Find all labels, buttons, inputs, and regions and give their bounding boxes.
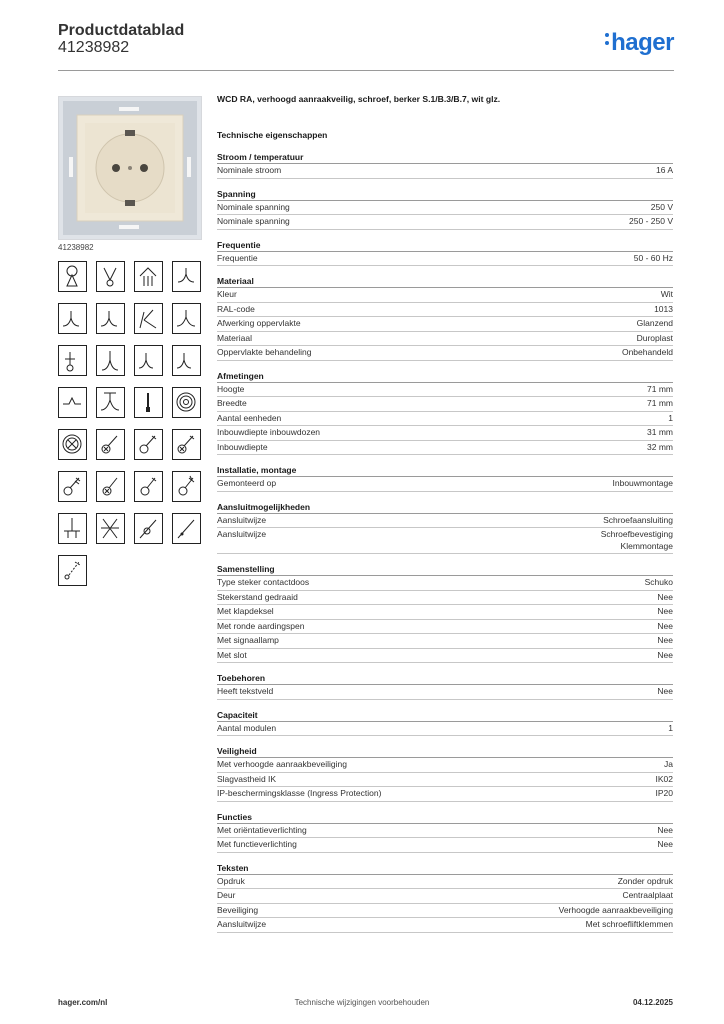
spec-section (217, 745, 673, 802)
symbol-icon-25 (58, 513, 87, 544)
spec-value: Schroefaansluiting (603, 514, 673, 525)
spec-value: 250 - 250 V (629, 216, 673, 226)
section-title: Frequentie (217, 239, 673, 252)
product-number: 41238982 (58, 39, 130, 56)
spec-section (217, 563, 673, 663)
symbol-icon-17 (58, 429, 87, 460)
section-title: Materiaal (217, 275, 673, 288)
specifications (217, 94, 673, 942)
section-title: Spanning (217, 188, 673, 201)
spec-row (217, 634, 673, 649)
spec-label: Stekerstand gedraaid (217, 591, 298, 602)
spec-row (217, 303, 673, 318)
spec-label: Materiaal (217, 332, 252, 343)
spec-row (217, 332, 673, 347)
spec-label: Aantal eenheden (217, 412, 282, 423)
spec-row (217, 605, 673, 620)
spec-label: Frequentie (217, 252, 258, 263)
spec-row (217, 787, 673, 802)
spec-label: Hoogte (217, 383, 245, 394)
symbol-icon-5 (58, 303, 87, 334)
spec-value: 31 mm (647, 427, 673, 437)
spec-section (217, 370, 673, 456)
spec-row (217, 441, 673, 456)
spec-row (217, 426, 673, 441)
symbol-icon-8 (172, 303, 201, 334)
spec-label: Aansluitwijze (217, 514, 267, 525)
spec-value: Wit (660, 289, 673, 299)
spec-label: Gemonteerd op (217, 478, 277, 488)
spec-section (217, 862, 673, 933)
spec-label: Met klapdeksel (217, 606, 274, 616)
footer-website: hager.com/nl (58, 998, 108, 1007)
symbol-icon-7 (134, 303, 163, 334)
symbol-icon-15 (134, 387, 163, 418)
spec-value: 1 (668, 412, 673, 423)
symbol-icon-18 (96, 429, 125, 460)
spec-value: 71 mm (647, 398, 673, 408)
spec-row (217, 397, 673, 412)
spec-row (217, 252, 673, 267)
spec-value: Nee (657, 591, 673, 602)
symbol-icon-28 (172, 513, 201, 544)
spec-row (217, 288, 673, 303)
specs-heading: Technische eigenschappen (217, 130, 328, 140)
symbol-icon-6 (96, 303, 125, 334)
spec-section (217, 672, 673, 700)
symbol-icon-10 (96, 345, 125, 376)
section-title: Installatie, montage (217, 464, 673, 477)
spec-row (217, 875, 673, 890)
spec-label: Aansluitwijze (217, 529, 267, 539)
footer-date: 04.12.2025 (632, 998, 673, 1007)
spec-label: Met oriëntatieverlichting (217, 824, 307, 835)
spec-label: Breedte (217, 398, 247, 408)
spec-label: Met functieverlichting (217, 839, 297, 849)
spec-value: 1 (668, 722, 673, 733)
spec-row (217, 620, 673, 635)
symbol-icon-12 (172, 345, 201, 376)
spec-label: Met slot (217, 649, 247, 660)
spec-row (217, 317, 673, 332)
spec-row (217, 215, 673, 230)
spec-label: Type steker contactdoos (217, 577, 310, 587)
symbol-icon-23 (134, 471, 163, 502)
spec-label: Aansluitwijze (217, 919, 267, 929)
spec-value: IP20 (655, 788, 673, 798)
symbol-icon-3 (134, 261, 163, 292)
symbol-icon-16 (172, 387, 201, 418)
spec-sections (217, 151, 673, 933)
symbol-icon-11 (134, 345, 163, 376)
spec-label: Nominale spanning (217, 201, 290, 212)
spec-label: Inbouwdiepte (217, 441, 268, 452)
spec-label: Inbouwdiepte inbouwdozen (217, 427, 321, 437)
spec-row (217, 649, 673, 664)
spec-section (217, 501, 673, 555)
symbol-icon-27 (134, 513, 163, 544)
spec-value: 1013 (654, 303, 673, 314)
symbol-icon-2 (96, 261, 125, 292)
spec-row (217, 591, 673, 606)
spec-value: Nee (657, 686, 673, 696)
spec-row (217, 758, 673, 773)
spec-value: Ja (664, 759, 673, 769)
spec-value: Onbehandeld (621, 347, 673, 357)
section-title: Stroom / temperatuur (217, 151, 673, 164)
symbol-icon-21 (58, 471, 87, 502)
symbol-icon-29 (58, 555, 87, 586)
spec-label: Beveiliging (217, 904, 259, 915)
spec-value: Verhoogde aanraakbeveiliging (558, 904, 673, 915)
spec-value: Nee (657, 620, 673, 631)
spec-label: Slagvastheid IK (217, 773, 277, 784)
spec-label: Nominale stroom (217, 165, 282, 175)
spec-value: Met schroefliftklemmen (585, 919, 673, 929)
spec-label: Heeft tekstveld (217, 686, 274, 696)
symbol-icon-9 (58, 345, 87, 376)
section-title: Capaciteit (217, 709, 673, 722)
spec-value: Zonder opdruk (617, 875, 673, 886)
spec-row (217, 685, 673, 700)
spec-value: 32 mm (647, 441, 673, 452)
spec-value: Nee (657, 839, 673, 849)
spec-row (217, 514, 673, 529)
spec-label: Met signaallamp (217, 635, 279, 645)
symbol-icon-20 (172, 429, 201, 460)
hager-logo (605, 29, 674, 57)
spec-value: Nee (657, 606, 673, 616)
spec-value: 71 mm (647, 383, 673, 394)
section-title: Teksten (217, 862, 673, 875)
product-image (58, 96, 202, 240)
product-description: WCD RA, verhoogd aanraakveilig, schroef, berker S.1/B.3/B.7, wit glz. (217, 94, 501, 104)
spec-section (217, 239, 673, 267)
spec-row (217, 383, 673, 398)
spec-label: Afwerking oppervlakte (217, 318, 301, 328)
spec-row (217, 824, 673, 839)
symbol-icon-4 (172, 261, 201, 292)
spec-label: RAL-code (217, 303, 255, 314)
spec-row (217, 904, 673, 919)
spec-value: Glanzend (636, 318, 673, 328)
spec-section (217, 464, 673, 492)
spec-value: 250 V (650, 201, 673, 212)
spec-value: Nee (657, 635, 673, 645)
symbol-icon-13 (58, 387, 87, 418)
spec-row (217, 164, 673, 179)
symbol-icon-19 (134, 429, 163, 460)
page-header (58, 22, 674, 71)
section-title: Aansluitmogelijkheden (217, 501, 673, 514)
spec-row (217, 773, 673, 788)
spec-row (217, 838, 673, 853)
symbol-icon-14 (96, 387, 125, 418)
image-caption: 41238982 (58, 243, 94, 252)
spec-value: Nee (657, 649, 673, 660)
spec-section (217, 188, 673, 230)
symbol-icon-1 (58, 261, 87, 292)
section-title: Toebehoren (217, 672, 673, 685)
spec-label: Met verhoogde aanraakbeveiliging (217, 759, 347, 769)
spec-label: Oppervlakte behandeling (217, 347, 312, 357)
spec-value: Centraalplaat (622, 890, 673, 900)
spec-label: Opdruk (217, 875, 245, 886)
spec-label: Met ronde aardingspen (217, 620, 305, 631)
document-title: Productdatablad (58, 22, 185, 39)
spec-section (217, 275, 673, 361)
spec-value: Schuko (644, 577, 673, 587)
section-title: Afmetingen (217, 370, 673, 383)
spec-row (217, 346, 673, 361)
spec-value: Inbouwmontage (612, 478, 673, 488)
spec-section (217, 709, 673, 737)
spec-value: Nee (657, 824, 673, 835)
spec-value: 16 A (655, 165, 673, 175)
section-title: Samenstelling (217, 563, 673, 576)
spec-row (217, 722, 673, 737)
symbol-icon-26 (96, 513, 125, 544)
spec-label: Nominale spanning (217, 216, 290, 226)
spec-label: IP-beschermingsklasse (Ingress Protection) (217, 788, 382, 798)
logo-text: hager (611, 29, 674, 56)
spec-row (217, 528, 673, 554)
symbol-icon-24 (172, 471, 201, 502)
spec-row (217, 201, 673, 216)
spec-value: 50 - 60 Hz (633, 252, 673, 263)
spec-row (217, 412, 673, 427)
symbol-icon-22 (96, 471, 125, 502)
spec-value: Duroplast (636, 332, 673, 343)
spec-row (217, 918, 673, 933)
spec-section (217, 811, 673, 853)
spec-value: IK02 (655, 773, 673, 784)
spec-row (217, 889, 673, 904)
spec-row (217, 477, 673, 492)
spec-value: Schroefbevestiging Klemmontage (600, 529, 673, 551)
spec-label: Deur (217, 890, 236, 900)
spec-row (217, 576, 673, 591)
section-title: Functies (217, 811, 673, 824)
spec-label: Kleur (217, 289, 237, 299)
footer-disclaimer: Technische wijzigingen voorbehouden (294, 998, 430, 1007)
spec-label: Aantal modulen (217, 722, 277, 733)
spec-section (217, 151, 673, 179)
section-title: Veiligheid (217, 745, 673, 758)
